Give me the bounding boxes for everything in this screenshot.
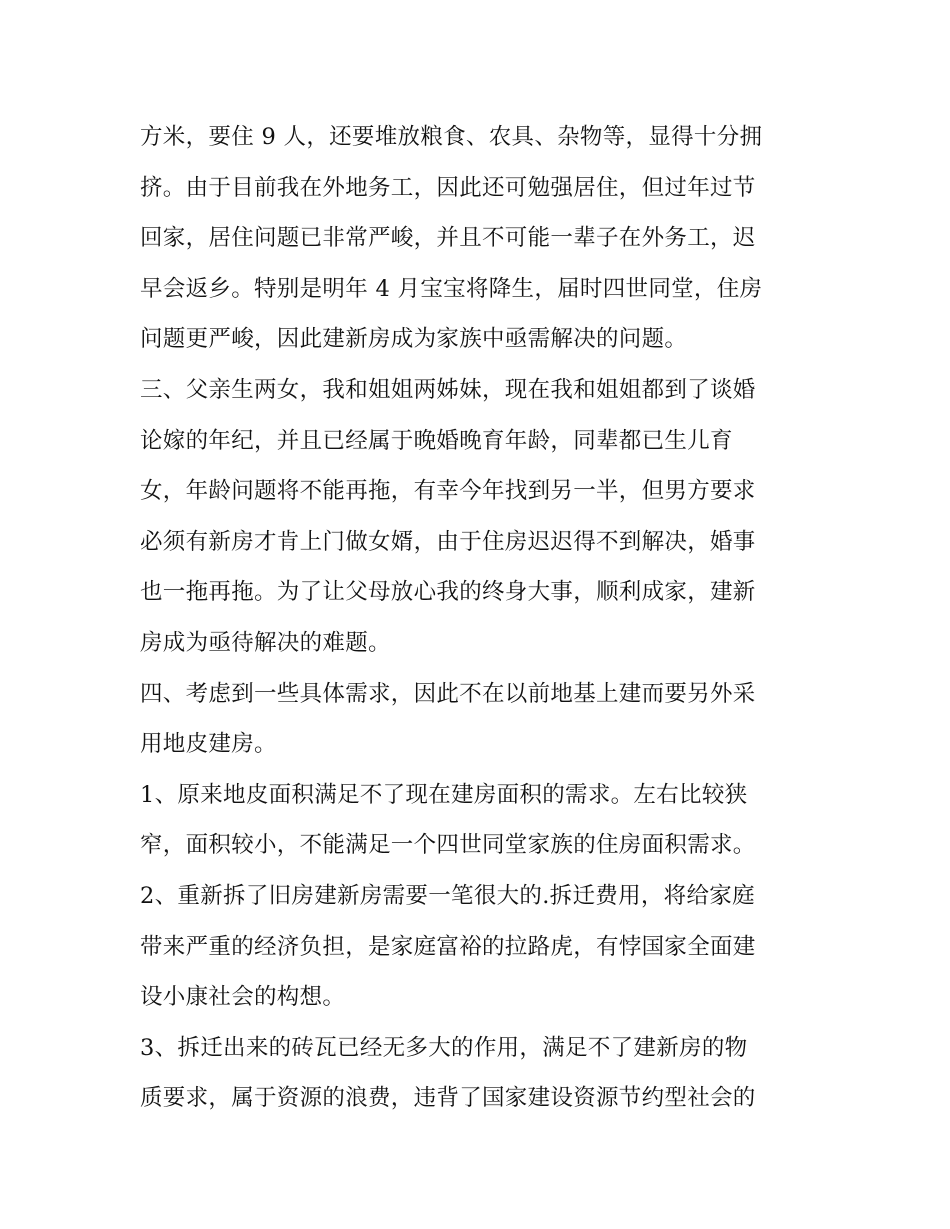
text-line: 窄，面积较小，不能满足一个四世同堂家族的住房面积需求。 — [140, 832, 756, 859]
text-line: 设小康社会的构想。 — [140, 984, 346, 1011]
text-line: 四、考虑到一些具体需求，因此不在以前地基上建而要另外采 — [140, 680, 756, 707]
text-line: 女，年龄问题将不能再拖，有幸今年找到另一半，但男方要求 — [140, 478, 756, 505]
text-line: 1、原来地皮面积满足不了现在建房面积的需求。左右比较狭 — [140, 781, 748, 808]
text-line: 房成为亟待解决的难题。 — [140, 629, 391, 656]
text-line: 3、拆迁出来的砖瓦已经无多大的作用，满足不了建新房的物 — [140, 1034, 748, 1061]
text-line: 挤。由于目前我在外地务工，因此还可勉强居住，但过年过节 — [140, 174, 756, 201]
text-line: 三、父亲生两女，我和姐姐两姊妹，现在我和姐姐都到了谈婚 — [140, 376, 756, 403]
text-line: 带来严重的经济负担，是家庭富裕的拉路虎，有悖国家全面建 — [140, 933, 756, 960]
text-line: 质要求，属于资源的浪费，违背了国家建设资源节约型社会的 — [140, 1085, 756, 1112]
text-line: 也一拖再拖。为了让父母放心我的终身大事，顺利成家，建新 — [140, 579, 756, 606]
text-line: 必须有新房才肯上门做女婿，由于住房迟迟得不到解决，婚事 — [140, 528, 756, 555]
text-line: 论嫁的年纪，并且已经属于晚婚晚育年龄，同辈都已生儿育 — [140, 427, 733, 454]
document-body — [140, 112, 820, 1124]
text-line: 早会返乡。特别是明年 4 月宝宝将降生，届时四世同堂，住房 — [140, 275, 763, 302]
text-line: 用地皮建房。 — [140, 731, 277, 758]
text-line: 问题更严峻，因此建新房成为家族中亟需解决的问题。 — [140, 326, 688, 353]
text-line: 2、重新拆了旧房建新房需要一笔很大的.拆迁费用，将给家庭 — [140, 882, 755, 909]
text-line: 回家，居住问题已非常严峻，并且不可能一辈子在外务工，迟 — [140, 225, 756, 252]
text-line: 方米，要住 9 人，还要堆放粮食、农具、杂物等，显得十分拥 — [140, 124, 763, 150]
